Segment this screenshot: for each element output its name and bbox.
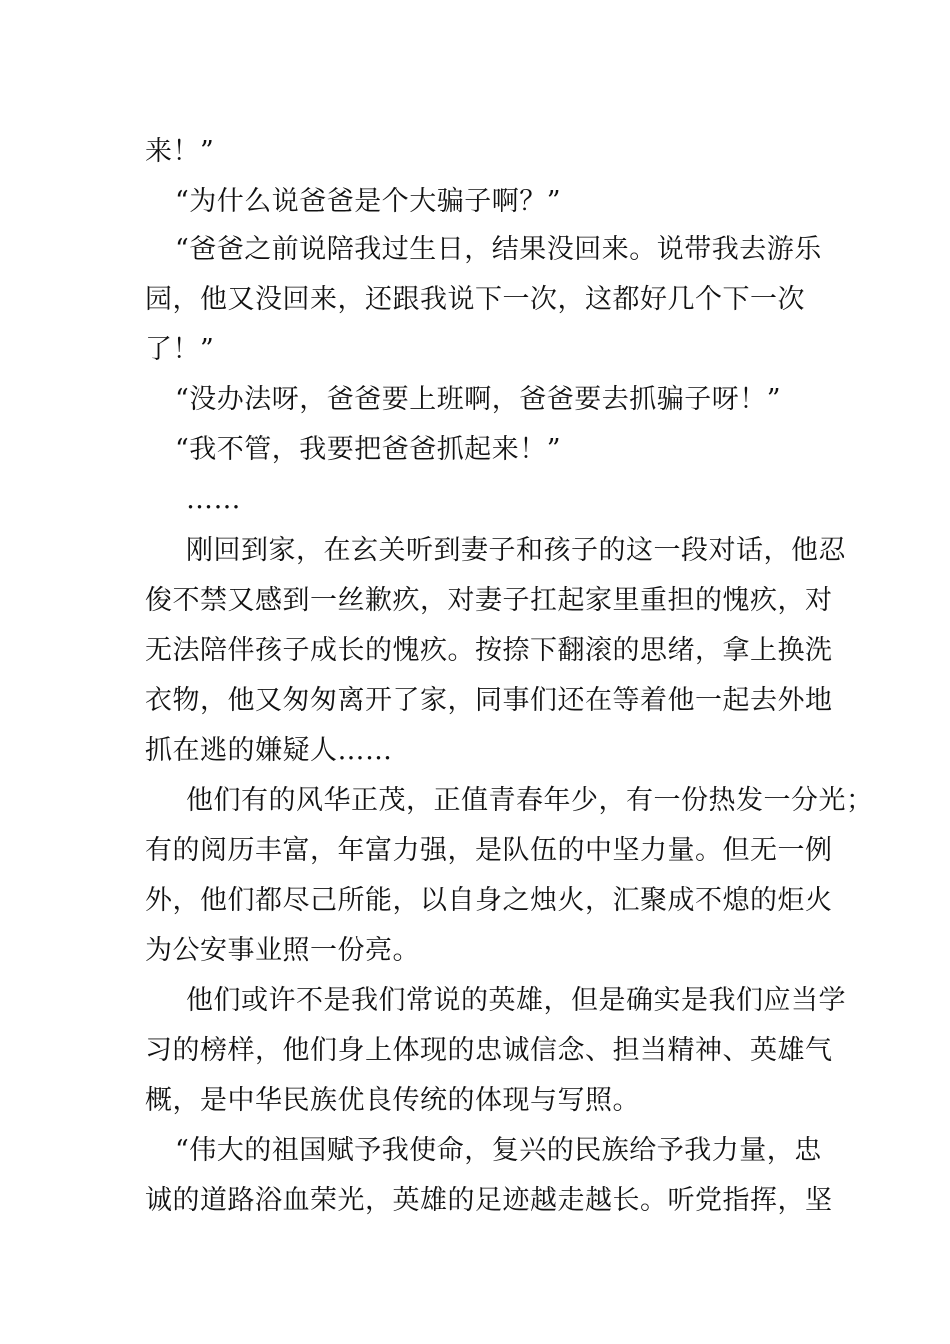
text-line: 来！” <box>145 136 215 167</box>
text-line: 诚的道路浴血荣光，英雄的足迹越走越长。听党指挥，坚 <box>145 1185 833 1216</box>
text-line: “我不管，我要把爸爸抓起来！” <box>175 434 562 465</box>
text-line: 衣物，他又匆匆离开了家，同事们还在等着他一起去外地 <box>145 685 833 716</box>
text-line: 有的阅历丰富，年富力强，是队伍的中坚力量。但无一例 <box>145 835 833 866</box>
text-line: “没办法呀，爸爸要上班啊，爸爸要去抓骗子呀！” <box>175 384 782 415</box>
text-line: …… <box>186 484 241 515</box>
text-line: 概，是中华民族优良传统的体现与写照。 <box>145 1085 640 1116</box>
text-line: 抓在逃的嫌疑人…… <box>145 735 393 766</box>
text-line: 俊不禁又感到一丝歉疚，对妻子扛起家里重担的愧疚，对 <box>145 585 833 616</box>
text-line: 了！” <box>145 334 215 365</box>
text-line: 习的榜样，他们身上体现的忠诚信念、担当精神、英雄气 <box>145 1035 833 1066</box>
text-line: 他们有的风华正茂，正值青春年少，有一份热发一分光； <box>186 785 874 816</box>
text-line: 园，他又没回来，还跟我说下一次，这都好几个下一次 <box>145 284 805 315</box>
text-line: “为什么说爸爸是个大骗子啊？” <box>175 186 562 217</box>
text-line: 外，他们都尽己所能，以自身之烛火，汇聚成不熄的炬火 <box>145 885 833 916</box>
text-line: 他们或许不是我们常说的英雄，但是确实是我们应当学 <box>186 985 846 1016</box>
text-line: 为公安事业照一份亮。 <box>145 935 420 966</box>
text-line: “爸爸之前说陪我过生日，结果没回来。说带我去游乐 <box>175 234 822 265</box>
text-line: 无法陪伴孩子成长的愧疚。按捺下翻滚的思绪，拿上换洗 <box>145 635 833 666</box>
text-line: “伟大的祖国赋予我使命，复兴的民族给予我力量，忠 <box>175 1135 822 1166</box>
text-line: 刚回到家，在玄关听到妻子和孩子的这一段对话，他忍 <box>186 535 846 566</box>
